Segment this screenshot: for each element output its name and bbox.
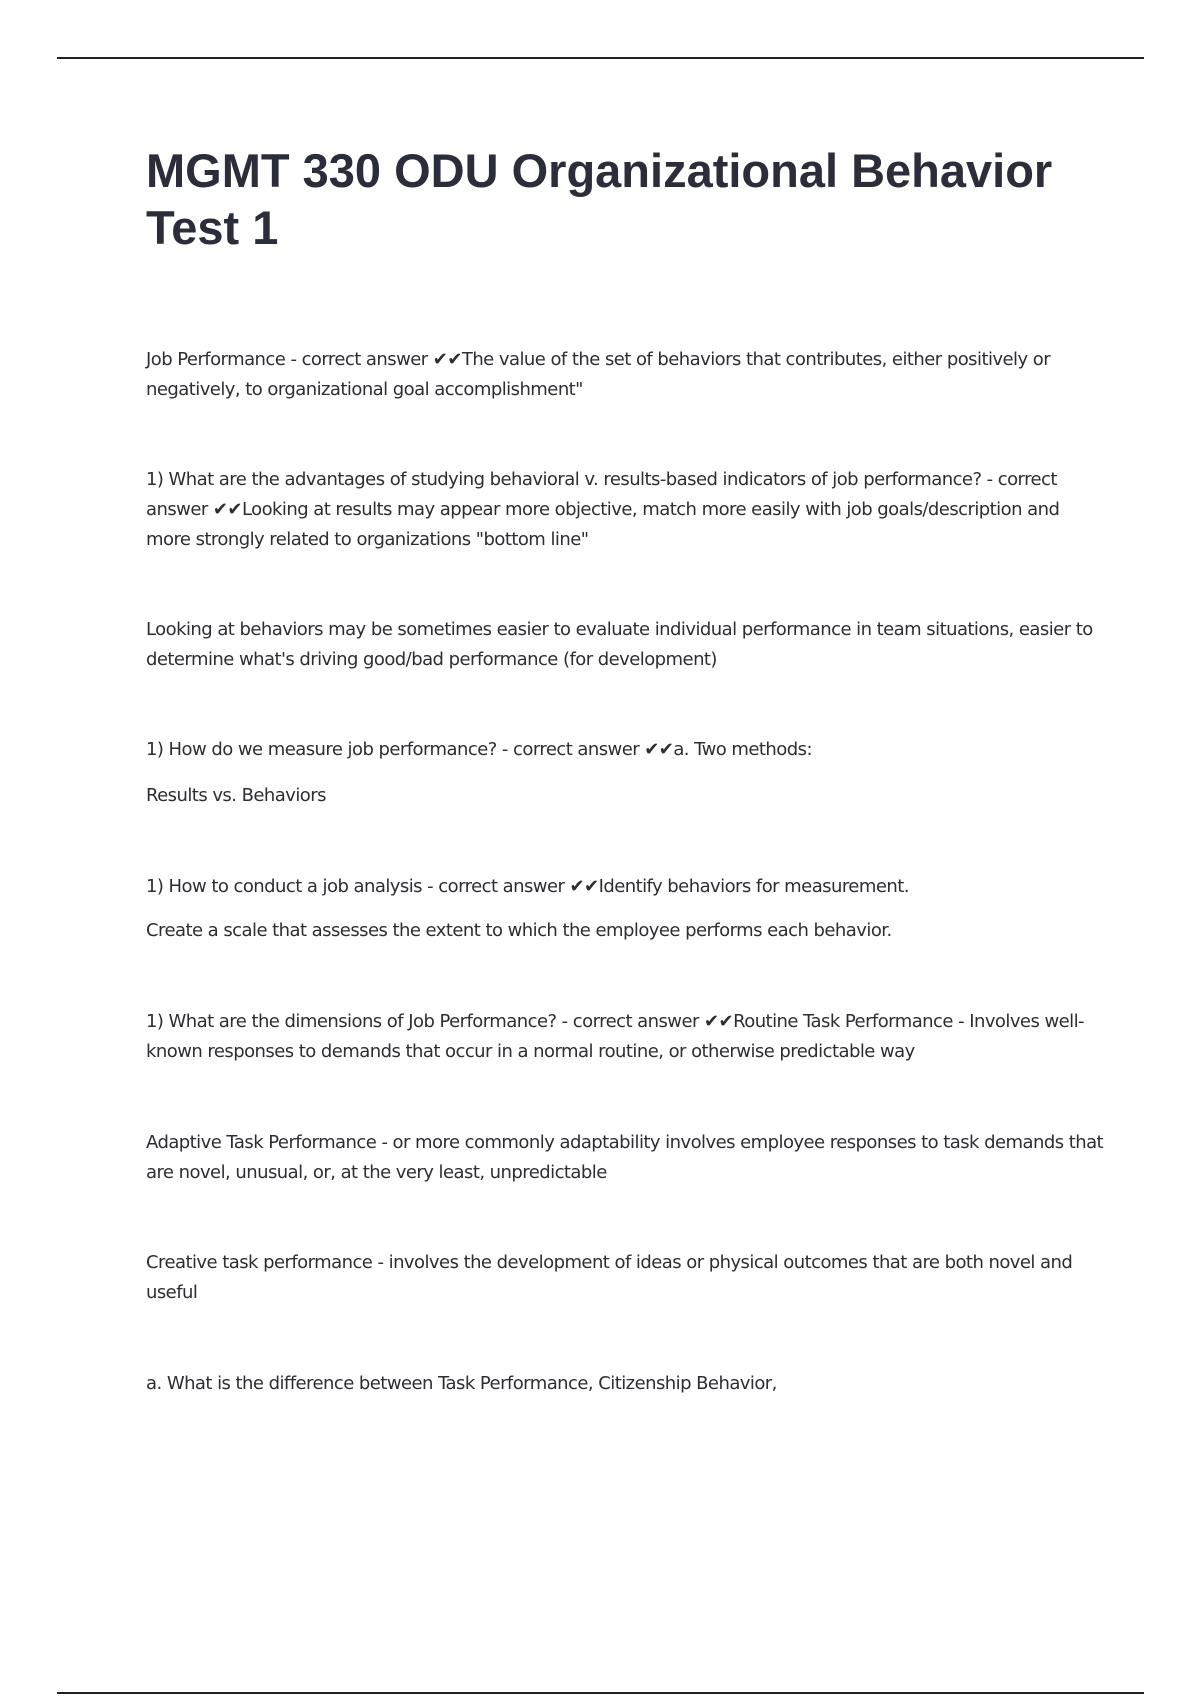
paragraph-measure-question: 1) How do we measure job performance? - correct answer ✔✔a. Two methods: — [146, 739, 812, 760]
paragraph-difference-question: a. What is the difference between Task Performance, Citizenship Behavior, — [146, 1373, 777, 1394]
document-title: MGMT 330 ODU Organizational Behavior Test 1 — [146, 144, 1053, 254]
paragraph-advantages-question: 1) What are the advantages of studying behavioral v. results-based indicators of job performance? - correct answer ✔✔Looking at results may appear more objective, match more easily with job goals/description and more strongly related to organizations "bottom line" — [146, 469, 1060, 550]
top-rule — [57, 57, 1144, 59]
paragraph-create-scale: Create a scale that assesses the extent to which the employee performs each behavior. — [146, 920, 892, 941]
paragraph-creative-task: Creative task performance - involves the development of ideas or physical outcomes that are both novel and useful — [146, 1252, 1073, 1303]
bottom-rule — [57, 1692, 1144, 1694]
paragraph-job-performance: Job Performance - correct answer ✔✔The value of the set of behaviors that contributes, either positively or negatively, to organizational goal accomplishment" — [146, 349, 1051, 400]
paragraph-dimensions-question: 1) What are the dimensions of Job Performance? - correct answer ✔✔Routine Task Performance - Involves well-known responses to demands that occur in a normal routine, or otherwise predictable way — [146, 1011, 1084, 1062]
paragraph-results-vs-behaviors: Results vs. Behaviors — [146, 785, 326, 806]
paragraph-job-analysis-question: 1) How to conduct a job analysis - correct answer ✔✔Identify behaviors for measurement. — [146, 876, 909, 897]
paragraph-behaviors: Looking at behaviors may be sometimes easier to evaluate individual performance in team situations, easier to determine what's driving good/bad performance (for development) — [146, 619, 1093, 670]
paragraph-adaptive-task: Adaptive Task Performance - or more commonly adaptability involves employee responses to task demands that are novel, unusual, or, at the very least, unpredictable — [146, 1132, 1104, 1183]
